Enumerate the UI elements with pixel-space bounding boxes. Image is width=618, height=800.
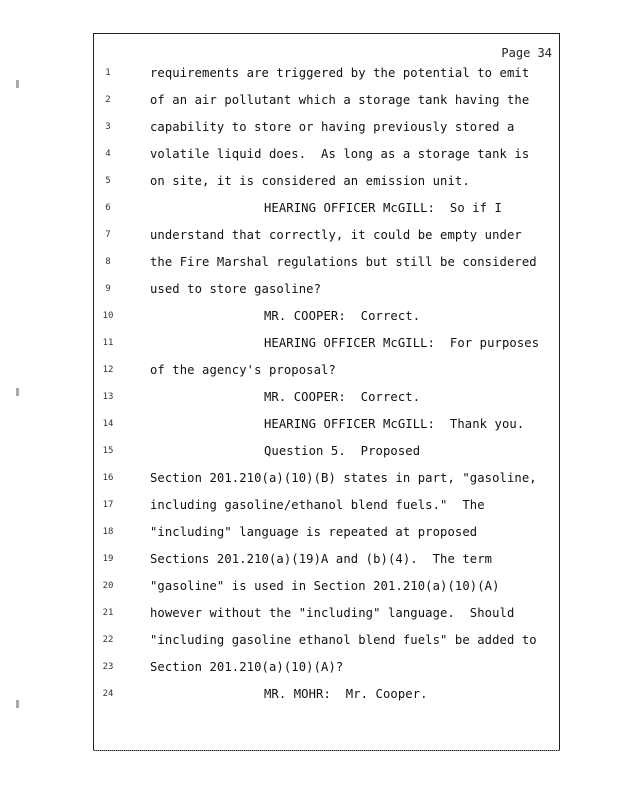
transcript-line	[0, 579, 618, 599]
line-text: MR. COOPER: Correct.	[264, 309, 421, 323]
transcript-line	[0, 471, 618, 491]
line-number: 23	[102, 662, 114, 672]
line-text: HEARING OFFICER McGILL: So if I	[264, 201, 502, 215]
line-number: 20	[102, 581, 114, 591]
line-text: requirements are triggered by the potential to emit	[150, 66, 530, 80]
line-text: Sections 201.210(a)(19)A and (b)(4). The term	[150, 552, 493, 566]
line-number: 22	[102, 635, 114, 645]
line-number: 6	[105, 203, 111, 213]
transcript-line	[0, 552, 618, 572]
line-text: the Fire Marshal regulations but still be considered	[150, 255, 537, 269]
page-number: Page 34	[501, 46, 552, 60]
line-text: HEARING OFFICER McGILL: Thank you.	[264, 417, 525, 431]
transcript-line	[0, 255, 618, 275]
transcript-line	[0, 336, 618, 356]
line-text: "including gasoline ethanol blend fuels" be added to	[150, 633, 537, 647]
line-number: 15	[102, 446, 114, 456]
transcript-line	[0, 390, 618, 410]
line-number: 13	[102, 392, 114, 402]
line-text: "gasoline" is used in Section 201.210(a)(10)(A)	[150, 579, 500, 593]
transcript-line	[0, 147, 618, 167]
scan-margin-mark	[16, 700, 19, 708]
line-text: understand that correctly, it could be empty under	[150, 228, 522, 242]
line-text: capability to store or having previously stored a	[150, 120, 515, 134]
line-number: 24	[102, 689, 114, 699]
line-number: 9	[105, 284, 111, 294]
transcript-line	[0, 120, 618, 140]
scan-margin-mark	[16, 388, 19, 396]
transcript-line	[0, 660, 618, 680]
line-text: volatile liquid does. As long as a storage tank is	[150, 147, 530, 161]
transcript-line	[0, 363, 618, 383]
line-text: "including" language is repeated at proposed	[150, 525, 478, 539]
scan-margin-mark	[16, 80, 19, 88]
transcript-line	[0, 633, 618, 653]
line-text: including gasoline/ethanol blend fuels." The	[150, 498, 485, 512]
line-text: however without the "including" language. Should	[150, 606, 515, 620]
transcript-line	[0, 309, 618, 329]
line-number: 10	[102, 311, 114, 321]
transcript-line	[0, 282, 618, 302]
transcript-line	[0, 606, 618, 626]
line-number: 11	[102, 338, 114, 348]
line-number: 3	[105, 122, 111, 132]
line-number: 8	[105, 257, 111, 267]
transcript-line	[0, 444, 618, 464]
line-number: 21	[102, 608, 114, 618]
transcript-line	[0, 174, 618, 194]
line-text: Section 201.210(a)(10)(A)?	[150, 660, 344, 674]
line-text: of the agency's proposal?	[150, 363, 336, 377]
line-text: on site, it is considered an emission unit.	[150, 174, 470, 188]
line-number: 5	[105, 176, 111, 186]
line-text: of an air pollutant which a storage tank having the	[150, 93, 530, 107]
line-number: 14	[102, 419, 114, 429]
line-text: MR. COOPER: Correct.	[264, 390, 421, 404]
line-text: Question 5. Proposed	[264, 444, 421, 458]
line-number: 4	[105, 149, 111, 159]
line-number: 16	[102, 473, 114, 483]
transcript-line	[0, 66, 618, 86]
line-number: 1	[105, 68, 111, 78]
transcript-line	[0, 498, 618, 518]
line-number: 7	[105, 230, 111, 240]
line-number: 18	[102, 527, 114, 537]
transcript-line	[0, 201, 618, 221]
transcript-line	[0, 525, 618, 545]
line-text: MR. MOHR: Mr. Cooper.	[264, 687, 428, 701]
line-number: 17	[102, 500, 114, 510]
line-text: Section 201.210(a)(10)(B) states in part, "gasoline,	[150, 471, 537, 485]
transcript-line	[0, 93, 618, 113]
line-text: used to store gasoline?	[150, 282, 322, 296]
transcript-line	[0, 228, 618, 248]
line-number: 2	[105, 95, 111, 105]
transcript-line	[0, 687, 618, 707]
transcript-line	[0, 417, 618, 437]
line-number: 19	[102, 554, 114, 564]
line-text: HEARING OFFICER McGILL: For purposes	[264, 336, 540, 350]
footer-rule	[93, 750, 560, 751]
line-number: 12	[102, 365, 114, 375]
